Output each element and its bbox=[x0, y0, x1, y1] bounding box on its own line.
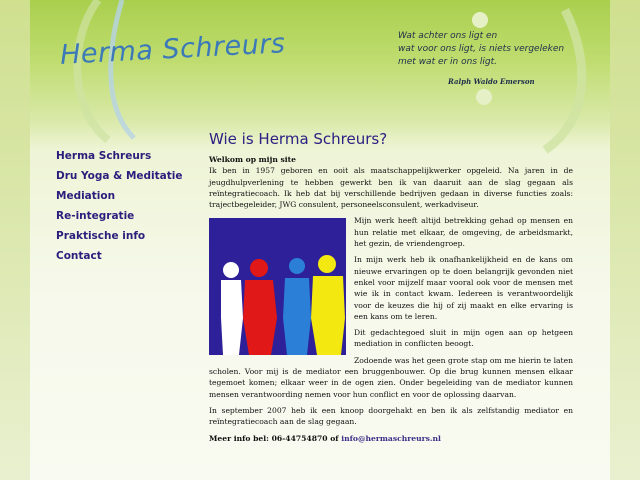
body-paragraph: Dit gedachtegoed sluit in mijn ogen aan op hetgeen mediation in conflicten beoogt. bbox=[354, 328, 573, 349]
intro-text: Ik ben in 1957 geboren en ooit als maatschappelijkwerker opgeleid. Na jaren in de jeugdhulpverlening te hebben gewerkt ben ik van daaruit aan de slag gegaan als reïntegratiecoach. Ik heb dat bij verschillende bedrijven gedaan in diverse functies zoals: trajectbegeleider, JWG consulent, personeelsconsulent, werkadviseur. bbox=[209, 166, 573, 210]
nav-item-contact[interactable]: Contact bbox=[56, 250, 102, 262]
welcome-subtitle: Welkom op mijn site bbox=[209, 155, 296, 164]
body-paragraph: Zodoende was het geen grote stap om me hierin te laten scholen. Voor mij is de mediator een bruggenbouwer. Op die brug kunnen mensen elkaar tegemoet komen; elkaar weer in de ogen zien. Onder begeleiding van de mediator kunnen mensen verantwoording nemen voor hun conflict en voor de oplossing daarvan. bbox=[209, 355, 573, 399]
page-margin-right bbox=[610, 0, 640, 480]
main-navigation bbox=[56, 150, 196, 270]
nav-item-mediation[interactable]: Mediation bbox=[56, 190, 116, 202]
body-paragraph: Mijn werk heeft altijd betrekking gehad op mensen en hun relatie met elkaar, de omgeving, de arbeidsmarkt, het gezin, de vriendengroep. bbox=[354, 216, 573, 249]
nav-item-dru-yoga-meditatie[interactable]: Dru Yoga & Meditatie bbox=[56, 170, 183, 182]
header-quote bbox=[398, 30, 598, 88]
people-silhouettes-image bbox=[209, 218, 346, 355]
page-title: Wie is Herma Schreurs? bbox=[209, 130, 388, 148]
quote-author: Ralph Waldo Emerson bbox=[448, 77, 535, 86]
quote-line: wat voor ons ligt, is niets vergeleken bbox=[398, 44, 565, 54]
body-paragraph: In september 2007 heb ik een knoop doorgehakt en ben ik als zelfstandig mediator en reïntegratiecoach aan de slag gegaan. bbox=[209, 405, 573, 427]
quote-line: Wat achter ons ligt en bbox=[398, 31, 498, 41]
nav-item-re-integratie[interactable]: Re-integratie bbox=[56, 210, 135, 222]
page-margin-left bbox=[0, 0, 30, 480]
contact-email-link[interactable]: info@hermaschreurs.nl bbox=[341, 433, 441, 443]
contact-phone: Meer info bel: 06-44754870 of bbox=[209, 433, 339, 443]
body-paragraph: In mijn werk heb ik onafhankelijkheid en de kans om nieuwe ervaringen op te doen belangrijk gevonden niet enkel voor mijzelf maar vooral ook voor de mensen met wie ik in contact kwam. Iedereen is verantwoordelijk voor de keuzes die hij of zij maakt en elke ervaring is een kans om te leren. bbox=[354, 255, 573, 321]
quote-line: met wat er in ons ligt. bbox=[398, 57, 497, 67]
site-logo[interactable]: Herma Schreurs bbox=[59, 28, 287, 71]
main-content bbox=[209, 130, 573, 449]
intro-paragraph bbox=[209, 154, 573, 210]
contact-line bbox=[209, 433, 573, 444]
nav-item-praktische-info[interactable]: Praktische info bbox=[56, 230, 146, 242]
nav-item-herma-schreurs[interactable]: Herma Schreurs bbox=[56, 150, 152, 162]
